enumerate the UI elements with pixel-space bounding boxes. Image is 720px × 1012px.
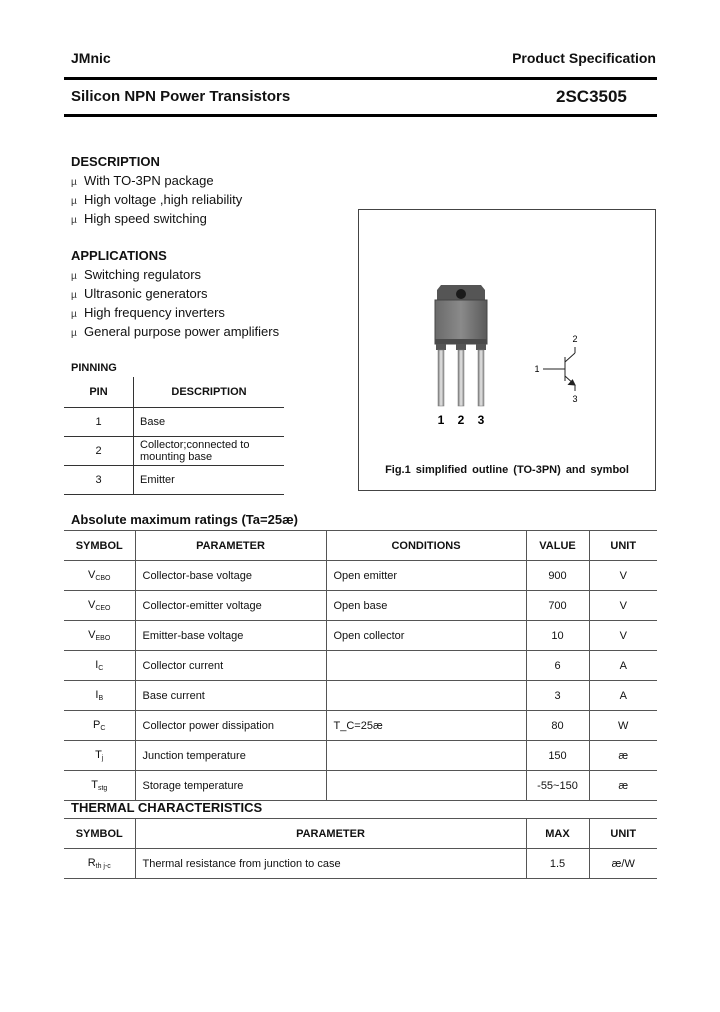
package-leg <box>438 350 444 406</box>
max-cell: 1.5 <box>526 849 589 879</box>
symbol-cell: $V_{CBO}$ <box>64 561 135 591</box>
applications-list <box>71 265 279 341</box>
to3pn-package-drawing <box>359 210 655 490</box>
unit-cell: V <box>589 621 657 651</box>
bullet-icon: µ <box>71 328 77 339</box>
package-leg <box>458 350 464 406</box>
symbol-header: SYMBOL <box>64 819 135 849</box>
parameter-cell: Collector power dissipation <box>135 711 326 741</box>
unit-cell: V <box>589 561 657 591</box>
list-item-text: High frequency inverters <box>84 305 225 320</box>
symbol-base-label: 1 <box>534 364 540 374</box>
package-base <box>435 339 487 344</box>
table-row <box>64 437 284 466</box>
figure-box <box>358 209 656 491</box>
pinning-table <box>64 377 284 495</box>
pin-description: Collector;connected to mounting base <box>134 437 285 466</box>
unit-header: UNIT <box>589 819 657 849</box>
thermal-title: THERMAL CHARACTERISTICS <box>71 800 263 815</box>
symbol-cell: $I_B$ <box>64 681 135 711</box>
value-cell: 900 <box>526 561 589 591</box>
symbol-emitter-label: 3 <box>572 394 578 404</box>
table-row <box>64 741 657 771</box>
package-pin-label: 2 <box>457 413 465 427</box>
table-row <box>64 466 284 495</box>
parameter-cell: Thermal resistance from junction to case <box>135 849 526 879</box>
symbol-collector-label: 2 <box>572 334 578 344</box>
list-item <box>71 284 279 303</box>
company-name: JMnic <box>71 50 111 66</box>
table-row <box>64 591 657 621</box>
bullet-icon: µ <box>71 271 77 282</box>
ratings-table <box>64 530 657 801</box>
ratings-title: Absolute maximum ratings (Ta=25æ) <box>71 512 298 527</box>
list-item <box>71 265 279 284</box>
conditions-cell <box>326 741 526 771</box>
pin-number: 2 <box>64 437 134 466</box>
mounting-hole <box>456 289 466 299</box>
unit-cell: æ <box>589 741 657 771</box>
symbol-cell: $T_j$ <box>64 741 135 771</box>
unit-header: UNIT <box>589 531 657 561</box>
pin-header: PIN <box>64 377 134 408</box>
value-cell: -55~150 <box>526 771 589 801</box>
unit-cell: æ/W <box>589 849 657 879</box>
list-item-text: High speed switching <box>84 211 207 226</box>
list-item-text: Switching regulators <box>84 267 202 282</box>
conditions-header: CONDITIONS <box>326 531 526 561</box>
symbol-cell: $I_C$ <box>64 651 135 681</box>
thermal-table <box>64 818 657 879</box>
package-pin-label: 3 <box>477 413 485 427</box>
list-item-text: High voltage ,high reliability <box>84 192 243 207</box>
leg-collar <box>436 344 446 350</box>
symbol-cell: $T_{stg}$ <box>64 771 135 801</box>
conditions-cell <box>326 681 526 711</box>
conditions-cell: Open base <box>326 591 526 621</box>
leg-collar <box>476 344 486 350</box>
table-row <box>64 681 657 711</box>
conditions-cell <box>326 651 526 681</box>
pin-number: 1 <box>64 408 134 437</box>
value-header: VALUE <box>526 531 589 561</box>
description-list <box>71 171 242 228</box>
list-item-text: Ultrasonic generators <box>84 286 208 301</box>
list-item <box>71 303 279 322</box>
parameter-cell: Base current <box>135 681 326 711</box>
package-pin-label: 1 <box>437 413 445 427</box>
symbol-cell: $P_C$ <box>64 711 135 741</box>
list-item-text: With TO-3PN package <box>84 173 214 188</box>
parameter-cell: Junction temperature <box>135 741 326 771</box>
symbol-cell: $R_{th j-c}$ <box>64 849 135 879</box>
symbol-cell: $V_{EBO}$ <box>64 621 135 651</box>
npn-transistor-symbol-icon <box>543 347 575 391</box>
table-row <box>64 771 657 801</box>
value-cell: 10 <box>526 621 589 651</box>
parameter-cell: Storage temperature <box>135 771 326 801</box>
pin-description: Base <box>134 408 285 437</box>
package-leg <box>478 350 484 406</box>
max-header: MAX <box>526 819 589 849</box>
conditions-cell: Open collector <box>326 621 526 651</box>
symbol-cell: $V_{CEO}$ <box>64 591 135 621</box>
bullet-icon: µ <box>71 290 77 301</box>
conditions-cell <box>326 771 526 801</box>
symbol-header: SYMBOL <box>64 531 135 561</box>
value-cell: 150 <box>526 741 589 771</box>
package-body <box>435 300 487 344</box>
table-row <box>64 621 657 651</box>
table-row <box>64 561 657 591</box>
bullet-icon: µ <box>71 309 77 320</box>
value-cell: 700 <box>526 591 589 621</box>
pin-description: Emitter <box>134 466 285 495</box>
list-item <box>71 322 279 341</box>
value-cell: 80 <box>526 711 589 741</box>
parameter-header: PARAMETER <box>135 819 526 849</box>
list-item-text: General purpose power amplifiers <box>84 324 280 339</box>
parameter-cell: Collector current <box>135 651 326 681</box>
bullet-icon: µ <box>71 196 77 207</box>
conditions-cell: Open emitter <box>326 561 526 591</box>
unit-cell: A <box>589 651 657 681</box>
table-row <box>64 711 657 741</box>
pinning-title: PINNING <box>71 362 117 374</box>
leg-collar <box>456 344 466 350</box>
bullet-icon: µ <box>71 215 77 226</box>
description-title: DESCRIPTION <box>71 154 160 169</box>
figure-caption: Fig.1 simplified outline (TO-3PN) and symbol <box>385 464 629 476</box>
unit-cell: A <box>589 681 657 711</box>
unit-cell: W <box>589 711 657 741</box>
conditions-cell: T_C=25æ <box>326 711 526 741</box>
list-item <box>71 209 242 228</box>
value-cell: 3 <box>526 681 589 711</box>
page-title: Silicon NPN Power Transistors <box>71 88 291 105</box>
pin-number: 3 <box>64 466 134 495</box>
unit-cell: V <box>589 591 657 621</box>
unit-cell: æ <box>589 771 657 801</box>
pin-description-header: DESCRIPTION <box>134 377 285 408</box>
parameter-cell: Collector-base voltage <box>135 561 326 591</box>
parameter-cell: Emitter-base voltage <box>135 621 326 651</box>
table-row <box>64 849 657 879</box>
part-number: 2SC3505 <box>556 87 627 106</box>
header-rule-top <box>64 77 657 80</box>
applications-title: APPLICATIONS <box>71 248 167 263</box>
bullet-icon: µ <box>71 177 77 188</box>
header-rule-bottom <box>64 114 657 117</box>
list-item <box>71 171 242 190</box>
parameter-header: PARAMETER <box>135 531 326 561</box>
document-type: Product Specification <box>512 50 656 66</box>
list-item <box>71 190 242 209</box>
table-row <box>64 651 657 681</box>
value-cell: 6 <box>526 651 589 681</box>
table-row <box>64 408 284 437</box>
parameter-cell: Collector-emitter voltage <box>135 591 326 621</box>
